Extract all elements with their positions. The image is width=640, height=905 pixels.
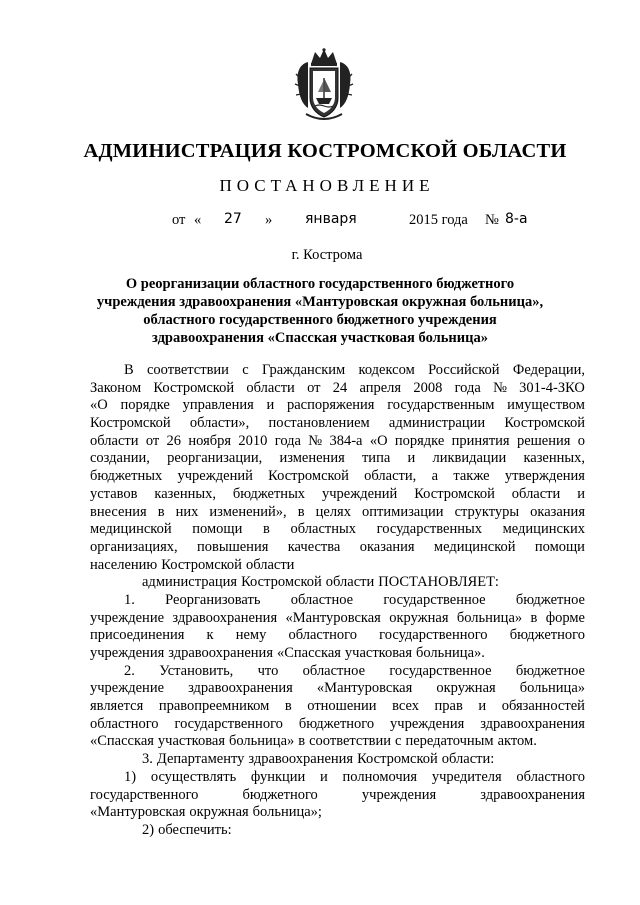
body-line: населению Костромской области [90, 556, 295, 573]
date-year: 2015 года [409, 212, 468, 228]
body-line: областного государственного бюджетного учреждения здравоохранения [90, 715, 585, 732]
body-line: создании, реорганизации, изменения типа и ликвидации казенных, [90, 450, 585, 467]
body-line: учреждение здравоохранения «Мантуровская окружная больница» [90, 680, 585, 697]
body-line: 2) обеспечить: [142, 821, 232, 838]
body-line: Костромской области», постановлением администрации Костромской [90, 415, 585, 432]
city-line: г. Кострома [291, 247, 363, 263]
decree-date-line [0, 212, 640, 232]
coat-of-arms-icon [294, 48, 354, 124]
body-line: уставов казенных, бюджетных учреждений Костромской области и [90, 485, 585, 502]
date-month: января [305, 211, 357, 227]
body-line: Законом Костромской области от 24 апреля 2008 года № 301-4-ЗКО [90, 379, 585, 396]
subject-line: областного государственного бюджетного учреждения [143, 312, 497, 328]
subject-line: учреждения здравоохранения «Мантуровская окружная больница», [96, 294, 544, 310]
body-line: «О порядке управления и распоряжения государственным имуществом [90, 397, 585, 414]
body-line: учреждение здравоохранения «Мантуровская окружная больница» в форме [90, 609, 585, 626]
date-close-quote: » [265, 212, 273, 228]
number-sign: № [485, 212, 499, 228]
subject-line: здравоохранения «Спасская участковая больница» [152, 330, 488, 346]
decree-title: ПОСТАНОВЛЕНИЕ [219, 176, 435, 195]
body-line: 1) осуществлять функции и полномочия учредителя областного [124, 768, 585, 785]
body-line: 3. Департаменту здравоохранения Костромской области: [142, 751, 495, 768]
administration-title: АДМИНИСТРАЦИЯ КОСТРОМСКОЙ ОБЛАСТИ [83, 140, 567, 162]
body-line: учреждения здравоохранения «Спасская участковая больница». [90, 645, 485, 661]
body-line: 1. Реорганизовать областное государственное бюджетное [124, 591, 585, 608]
subject-line: О реорганизации областного государственного бюджетного [125, 276, 515, 292]
date-open-quote: « [194, 212, 202, 228]
decree-subject [90, 275, 550, 347]
body-line: области от 26 ноября 2010 года № 384-а «О порядке принятия решения о [90, 432, 585, 449]
date-day: 27 [224, 211, 242, 227]
decree-body [90, 362, 585, 840]
coat-of-arms-emblem [294, 48, 354, 124]
body-line: администрация Костромской области ПОСТАНОВЛЯЕТ: [142, 574, 499, 591]
body-line: медицинской помощи в областных государственных медицинских [90, 521, 585, 538]
body-line: внесения в них изменений», в целях оптимизации структуры оказания [90, 503, 585, 520]
body-line: «Мантуровская окружная больница»; [90, 804, 322, 821]
body-line: присоединения к нему областного государственного бюджетного [90, 627, 585, 644]
body-line: является правопреемником в отношении всех прав и обязанностей [90, 698, 585, 715]
body-line: организациях, повышения качества оказания медицинской помощи [90, 538, 585, 555]
body-line: «Спасская участковая больница» в соответствии с передаточным актом. [90, 733, 537, 750]
body-line: 2. Установить, что областное государственное бюджетное [124, 662, 585, 679]
decree-number: 8-а [505, 211, 528, 227]
body-line: государственного бюджетного учреждения здравоохранения [90, 786, 585, 803]
body-line: бюджетных учреждений Костромской области, а также утверждения [90, 468, 585, 485]
body-line: В соответствии с Гражданским кодексом Российской Федерации, [124, 362, 585, 378]
date-prefix: от [172, 212, 186, 228]
